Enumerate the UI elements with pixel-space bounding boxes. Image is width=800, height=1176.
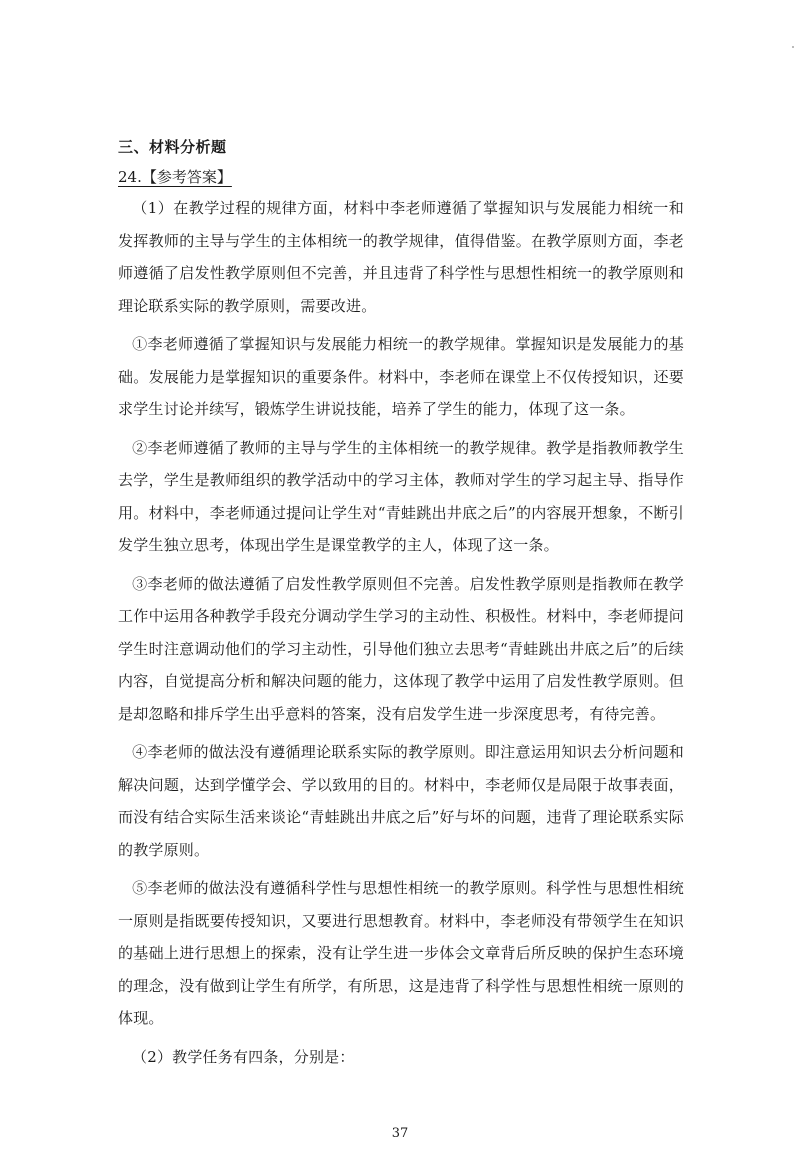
answer-heading-line — [118, 162, 684, 192]
paragraph-text: ④李老师的做法没有遵循理论联系实际的教学原则。即注意运用知识去分析问题和解决问题，达到学懂学会、学以致用的目的。材料中，李老师仅是局限于故事表面，而没有结合实际生活来谈论“青蛙跳出井底之后”好与坏的问题，违背了理论联系实际的教学原则。 — [118, 743, 684, 859]
paragraph-text: （1）在教学过程的规律方面，材料中李老师遵循了掌握知识与发展能力相统一和发挥教师的主导与学生的主体相统一的教学规律，值得借鉴。在教学原则方面，李老师遵循了启发性教学原则但不完善，并且违背了科学性与思想性相统一的教学原则和理论联系实际的教学原则，需要改进。 — [118, 199, 684, 315]
paragraph-2 — [118, 328, 684, 426]
page-number: 37 — [391, 1126, 409, 1141]
paragraph-text: ②李老师遵循了教师的主导与学生的主体相统一的教学规律。教学是指教师教学生去学，学生是教师组织的教学活动中的学习主体，教师对学生的学习起主导、指导作用。材料中，李老师通过提问让学生对“青蛙跳出井底之后”的内容展开想象，不断引发学生独立思考，体现出学生是课堂教学的主人，体现了这一条。 — [118, 438, 684, 554]
page-content — [118, 132, 684, 1079]
paragraph-text: ①李老师遵循了掌握知识与发展能力相统一的教学规律。掌握知识是发展能力的基础。发展能力是掌握知识的重要条件。材料中，李老师在课堂上不仅传授知识，还要求学生讨论并续写，锻炼学生讲说技能，培养了学生的能力，体现了这一条。 — [118, 335, 684, 418]
paragraph-text: ⑤李老师的做法没有遵循科学性与思想性相统一的教学原则。科学性与思想性相统一原则是指既要传授知识，又要进行思想教育。材料中，李老师没有带领学生在知识的基础上进行思想上的探索，没有让学生进一步体会文章背后所反映的保护生态环境的理念，没有做到让学生有所学，有所思，这是违背了科学性与思想性相统一原则的体现。 — [118, 879, 684, 1027]
section-title: 三、材料分析题 — [118, 138, 227, 156]
answer-title: 24.【参考答案】 — [118, 168, 232, 186]
paragraph-1 — [118, 192, 684, 322]
paragraph-7 — [118, 1041, 684, 1074]
paragraph-3 — [118, 432, 684, 562]
scan-speck — [792, 46, 794, 48]
paragraph-4 — [118, 568, 684, 731]
paragraph-text: （2）教学任务有四条，分别是： — [132, 1047, 355, 1066]
paragraph-text: ③李老师的做法遵循了启发性教学原则但不完善。启发性教学原则是指教师在教学工作中运用各种教学手段充分调动学生学习的主动性、积极性。材料中，李老师提问学生时注意调动他们的学习主动性，引导他们独立去思考“青蛙跳出井底之后”的后续内容，自觉提高分析和解决问题的能力，这体现了教学中运用了启发性教学原则。但是却忽略和排斥学生出乎意料的答案，没有启发学生进一步深度思考，有待完善。 — [118, 574, 684, 723]
paragraph-6 — [118, 872, 684, 1035]
paragraph-5 — [118, 736, 684, 866]
